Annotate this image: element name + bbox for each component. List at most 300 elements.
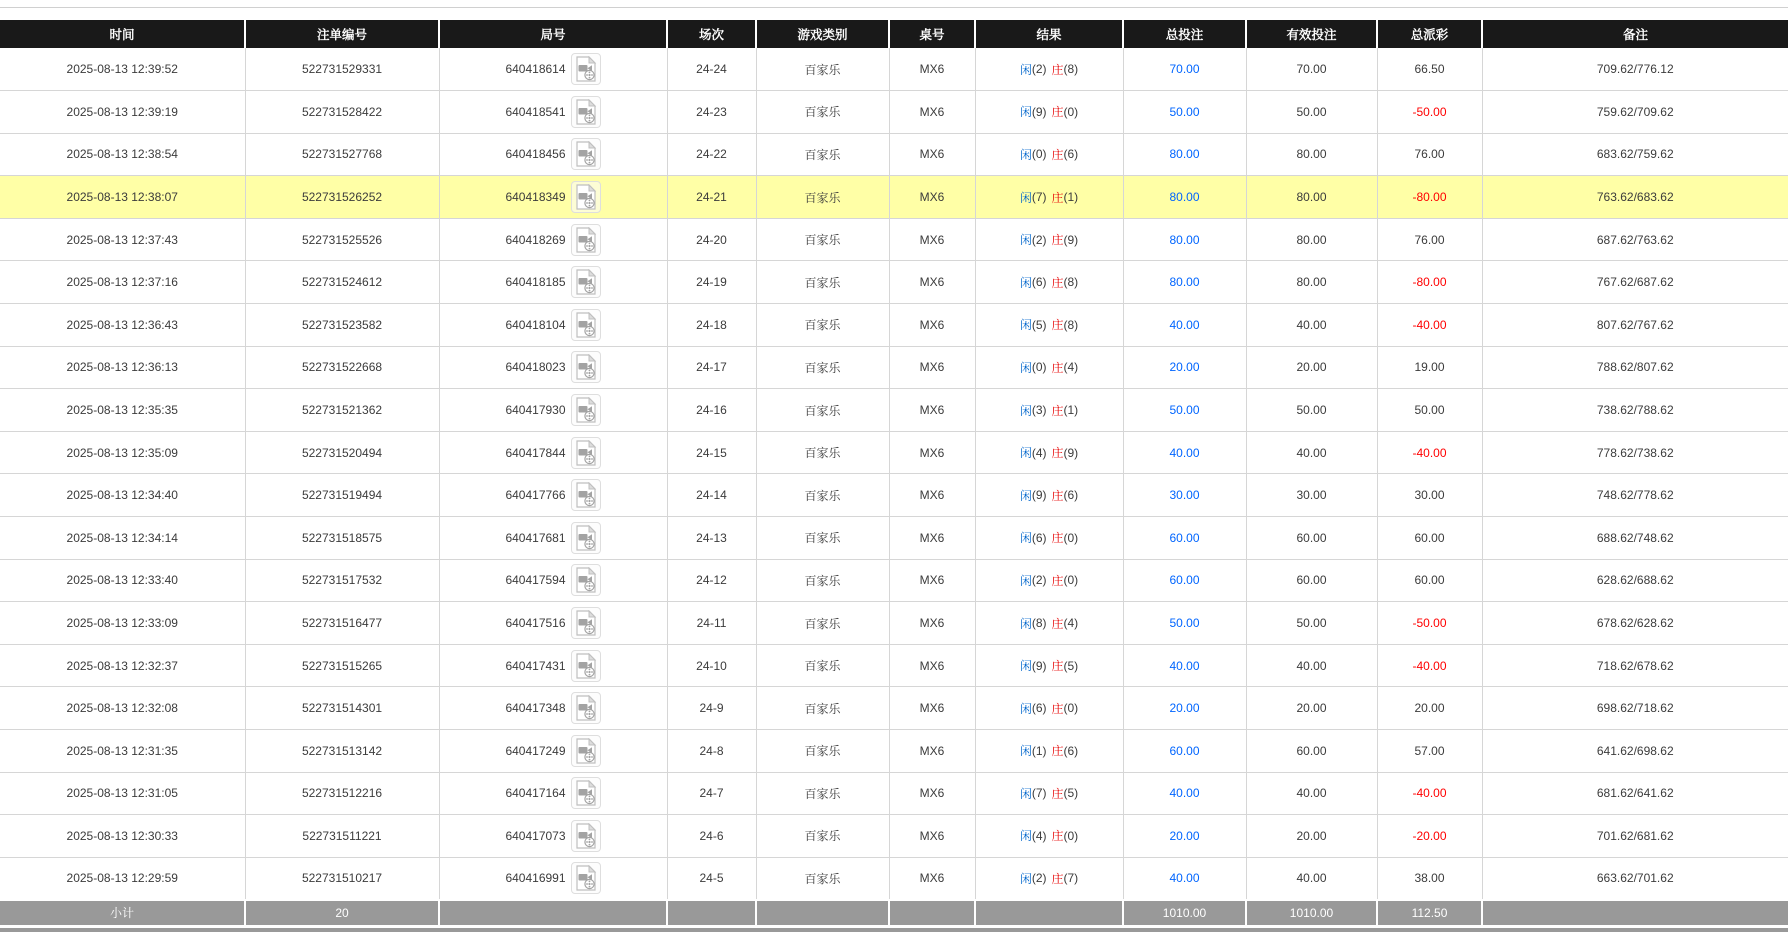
- player-label: 闲: [1019, 871, 1032, 886]
- cell-result: [975, 176, 1123, 219]
- total-bet-link[interactable]: 80.00: [1169, 232, 1200, 247]
- cell-time: 2025-08-13 12:34:40: [0, 474, 245, 517]
- cell-table-no: MX6: [889, 559, 975, 602]
- cell-remark: 683.62/759.62: [1482, 133, 1788, 176]
- cell-remark: 681.62/641.62: [1482, 772, 1788, 815]
- cell-session: 24-15: [667, 431, 756, 474]
- cell-remark: 807.62/767.62: [1482, 304, 1788, 347]
- cell-total-payout: -80.00: [1377, 176, 1482, 219]
- table-row[interactable]: [0, 857, 1788, 900]
- banker-points: (8): [1063, 62, 1079, 77]
- player-points: (7): [1031, 786, 1047, 801]
- video-replay-button[interactable]: [571, 224, 601, 256]
- video-replay-button[interactable]: [571, 479, 601, 511]
- total-bet-link[interactable]: 40.00: [1169, 658, 1200, 673]
- player-label: 闲: [1019, 616, 1032, 631]
- video-replay-button[interactable]: [571, 522, 601, 554]
- banker-label: 庄: [1051, 318, 1064, 333]
- total-bet-link[interactable]: 40.00: [1169, 871, 1200, 886]
- table-row[interactable]: [0, 517, 1788, 560]
- banker-label: 庄: [1051, 786, 1064, 801]
- cell-remark: 628.62/688.62: [1482, 559, 1788, 602]
- total-bet-link[interactable]: 80.00: [1169, 190, 1200, 205]
- cell-round-id: [439, 857, 667, 900]
- cell-time: 2025-08-13 12:39:52: [0, 48, 245, 91]
- cell-table-no: MX6: [889, 48, 975, 91]
- cell-total-payout: -40.00: [1377, 431, 1482, 474]
- round-id-value: 640417930: [505, 403, 566, 418]
- header-row: [0, 20, 1788, 48]
- total-bet-link[interactable]: 40.00: [1169, 317, 1200, 332]
- video-replay-button[interactable]: [571, 394, 601, 426]
- video-replay-button[interactable]: [571, 820, 601, 852]
- player-points: (3): [1031, 403, 1047, 418]
- cell-session: 24-13: [667, 517, 756, 560]
- total-bet-link[interactable]: 50.00: [1169, 616, 1200, 631]
- cell-remark: 641.62/698.62: [1482, 730, 1788, 773]
- cell-round-id: [439, 304, 667, 347]
- cell-total-bet: [1123, 218, 1246, 261]
- col-total-payout: 总派彩: [1377, 20, 1482, 48]
- cell-result: [975, 133, 1123, 176]
- total-bet-link[interactable]: 20.00: [1169, 701, 1200, 716]
- cell-table-no: MX6: [889, 133, 975, 176]
- cell-total-payout: 57.00: [1377, 730, 1482, 773]
- round-id-value: 640416991: [505, 871, 566, 886]
- cell-game-type: 百家乐: [756, 389, 889, 432]
- table-row[interactable]: [0, 559, 1788, 602]
- cell-table-no: MX6: [889, 772, 975, 815]
- player-points: (6): [1031, 701, 1047, 716]
- banker-label: 庄: [1051, 105, 1064, 120]
- video-replay-button[interactable]: [571, 777, 601, 809]
- cell-remark: 687.62/763.62: [1482, 218, 1788, 261]
- cell-valid-bet: 40.00: [1246, 431, 1377, 474]
- player-points: (9): [1031, 488, 1047, 503]
- banker-points: (8): [1063, 275, 1079, 290]
- cell-order-id: 522731522668: [245, 346, 439, 389]
- col-game-type: 游戏类别: [756, 20, 889, 48]
- cell-remark: 763.62/683.62: [1482, 176, 1788, 219]
- banker-label: 庄: [1051, 871, 1064, 886]
- player-label: 闲: [1019, 403, 1032, 418]
- round-id-value: 640417844: [505, 445, 566, 460]
- cell-session: 24-7: [667, 772, 756, 815]
- banker-label: 庄: [1051, 531, 1064, 546]
- subtotal-count: 20: [245, 900, 439, 925]
- table-row[interactable]: [0, 133, 1788, 176]
- cell-remark: 663.62/701.62: [1482, 857, 1788, 900]
- round-id-value: 640418349: [505, 190, 566, 205]
- cell-order-id: 522731521362: [245, 389, 439, 432]
- cell-result: [975, 772, 1123, 815]
- cell-order-id: 522731513142: [245, 730, 439, 773]
- video-replay-icon: [575, 567, 597, 593]
- cell-game-type: 百家乐: [756, 218, 889, 261]
- cell-order-id: 522731528422: [245, 91, 439, 134]
- cell-session: 24-20: [667, 218, 756, 261]
- subtotal-row: [0, 900, 1788, 925]
- table-row[interactable]: [0, 346, 1788, 389]
- cell-order-id: 522731527768: [245, 133, 439, 176]
- player-label: 闲: [1019, 659, 1032, 674]
- cell-total-bet: [1123, 304, 1246, 347]
- video-replay-button[interactable]: [571, 266, 601, 298]
- cell-result: [975, 559, 1123, 602]
- total-bet-link[interactable]: 50.00: [1169, 104, 1200, 119]
- table-row[interactable]: [0, 730, 1788, 773]
- cell-valid-bet: 70.00: [1246, 48, 1377, 91]
- cell-round-id: [439, 474, 667, 517]
- banker-points: (1): [1063, 190, 1079, 205]
- subtotal-empty-round: [439, 900, 667, 925]
- cell-table-no: MX6: [889, 218, 975, 261]
- video-replay-button[interactable]: [571, 607, 601, 639]
- col-time: 时间: [0, 20, 245, 48]
- total-bet-link[interactable]: 60.00: [1169, 530, 1200, 545]
- total-bet-link[interactable]: 40.00: [1169, 786, 1200, 801]
- cell-time: 2025-08-13 12:31:05: [0, 772, 245, 815]
- cell-time: 2025-08-13 12:31:35: [0, 730, 245, 773]
- cell-order-id: 522731526252: [245, 176, 439, 219]
- cell-result: [975, 644, 1123, 687]
- video-replay-icon: [575, 141, 597, 167]
- video-replay-button[interactable]: [571, 181, 601, 213]
- cell-total-bet: [1123, 346, 1246, 389]
- player-points: (4): [1031, 828, 1047, 843]
- cell-total-bet: [1123, 857, 1246, 900]
- video-replay-button[interactable]: [571, 564, 601, 596]
- round-id-value: 640417348: [505, 701, 566, 716]
- round-id-value: 640418614: [505, 62, 566, 77]
- cell-valid-bet: 40.00: [1246, 644, 1377, 687]
- banker-label: 庄: [1051, 190, 1064, 205]
- player-points: (7): [1031, 190, 1047, 205]
- table-row[interactable]: [0, 304, 1788, 347]
- cell-remark: 767.62/687.62: [1482, 261, 1788, 304]
- cell-session: 24-5: [667, 857, 756, 900]
- cell-valid-bet: 40.00: [1246, 304, 1377, 347]
- cell-game-type: 百家乐: [756, 517, 889, 560]
- cell-remark: 688.62/748.62: [1482, 517, 1788, 560]
- table-row[interactable]: [0, 48, 1788, 91]
- cell-session: 24-8: [667, 730, 756, 773]
- banker-points: (6): [1063, 488, 1079, 503]
- table-row[interactable]: [0, 474, 1788, 517]
- subtotal-label: 小计: [0, 900, 245, 925]
- player-label: 闲: [1019, 446, 1032, 461]
- total-bet-link[interactable]: 50.00: [1169, 403, 1200, 418]
- cell-session: 24-19: [667, 261, 756, 304]
- cell-total-bet: [1123, 772, 1246, 815]
- cell-round-id: [439, 133, 667, 176]
- total-row-clipped: [0, 927, 1788, 932]
- cell-time: 2025-08-13 12:29:59: [0, 857, 245, 900]
- cell-table-no: MX6: [889, 815, 975, 858]
- cell-round-id: [439, 261, 667, 304]
- cell-game-type: 百家乐: [756, 815, 889, 858]
- banker-points: (6): [1063, 147, 1079, 162]
- cell-total-payout: -20.00: [1377, 815, 1482, 858]
- cell-order-id: 522731516477: [245, 602, 439, 645]
- table-row[interactable]: [0, 644, 1788, 687]
- player-points: (0): [1031, 360, 1047, 375]
- video-replay-icon: [575, 653, 597, 679]
- col-remark: 备注: [1482, 20, 1788, 48]
- video-replay-button[interactable]: [571, 862, 601, 894]
- banker-label: 庄: [1051, 659, 1064, 674]
- table-row[interactable]: [0, 602, 1788, 645]
- banker-label: 庄: [1051, 360, 1064, 375]
- banker-label: 庄: [1051, 744, 1064, 759]
- cell-order-id: 522731514301: [245, 687, 439, 730]
- cell-time: 2025-08-13 12:35:35: [0, 389, 245, 432]
- top-strip: [0, 0, 1788, 20]
- bet-records-table: [0, 20, 1788, 925]
- player-label: 闲: [1019, 105, 1032, 120]
- video-replay-button[interactable]: [571, 351, 601, 383]
- cell-session: 24-24: [667, 48, 756, 91]
- cell-total-payout: 76.00: [1377, 218, 1482, 261]
- cell-time: 2025-08-13 12:34:14: [0, 517, 245, 560]
- cell-total-bet: [1123, 644, 1246, 687]
- cell-order-id: 522731515265: [245, 644, 439, 687]
- cell-game-type: 百家乐: [756, 644, 889, 687]
- col-valid-bet: 有效投注: [1246, 20, 1377, 48]
- cell-total-payout: 30.00: [1377, 474, 1482, 517]
- video-replay-button[interactable]: [571, 138, 601, 170]
- player-label: 闲: [1019, 360, 1032, 375]
- table-row[interactable]: [0, 261, 1788, 304]
- cell-valid-bet: 50.00: [1246, 602, 1377, 645]
- cell-table-no: MX6: [889, 602, 975, 645]
- cell-session: 24-23: [667, 91, 756, 134]
- subtotal-empty-table: [889, 900, 975, 925]
- video-replay-button[interactable]: [571, 692, 601, 724]
- cell-time: 2025-08-13 12:35:09: [0, 431, 245, 474]
- cell-round-id: [439, 644, 667, 687]
- banker-label: 庄: [1051, 829, 1064, 844]
- col-round-id: 局号: [439, 20, 667, 48]
- cell-time: 2025-08-13 12:33:09: [0, 602, 245, 645]
- video-replay-icon: [575, 823, 597, 849]
- round-id-value: 640417431: [505, 658, 566, 673]
- video-replay-icon: [575, 184, 597, 210]
- cell-game-type: 百家乐: [756, 431, 889, 474]
- cell-session: 24-9: [667, 687, 756, 730]
- total-bet-link[interactable]: 40.00: [1169, 445, 1200, 460]
- cell-round-id: [439, 559, 667, 602]
- cell-total-bet: [1123, 559, 1246, 602]
- cell-session: 24-14: [667, 474, 756, 517]
- cell-game-type: 百家乐: [756, 602, 889, 645]
- table-row[interactable]: [0, 218, 1788, 261]
- player-label: 闲: [1019, 701, 1032, 716]
- cell-game-type: 百家乐: [756, 474, 889, 517]
- player-points: (2): [1031, 871, 1047, 886]
- table-body: [0, 48, 1788, 900]
- round-id-value: 640418269: [505, 232, 566, 247]
- video-replay-icon: [575, 312, 597, 338]
- cell-total-bet: [1123, 431, 1246, 474]
- table-row[interactable]: [0, 815, 1788, 858]
- cell-round-id: [439, 517, 667, 560]
- cell-valid-bet: 60.00: [1246, 559, 1377, 602]
- cell-table-no: MX6: [889, 474, 975, 517]
- banker-points: (0): [1063, 828, 1079, 843]
- video-replay-button[interactable]: [571, 309, 601, 341]
- cell-valid-bet: 20.00: [1246, 346, 1377, 389]
- cell-result: [975, 815, 1123, 858]
- banker-label: 庄: [1051, 62, 1064, 77]
- subtotal-empty-game: [756, 900, 889, 925]
- video-replay-button[interactable]: [571, 96, 601, 128]
- subtotal-valid-bet: 1010.00: [1246, 900, 1377, 925]
- total-bet-link[interactable]: 20.00: [1169, 828, 1200, 843]
- video-replay-button[interactable]: [571, 735, 601, 767]
- player-points: (4): [1031, 445, 1047, 460]
- banker-label: 庄: [1051, 573, 1064, 588]
- total-bet-link[interactable]: 30.00: [1169, 488, 1200, 503]
- cell-total-payout: 76.00: [1377, 133, 1482, 176]
- cell-game-type: 百家乐: [756, 857, 889, 900]
- total-bet-link[interactable]: 80.00: [1169, 147, 1200, 162]
- cell-total-bet: [1123, 474, 1246, 517]
- video-replay-button[interactable]: [571, 437, 601, 469]
- table-footer: [0, 900, 1788, 925]
- cell-valid-bet: 40.00: [1246, 772, 1377, 815]
- cell-total-payout: 38.00: [1377, 857, 1482, 900]
- cell-valid-bet: 80.00: [1246, 133, 1377, 176]
- cell-total-payout: -40.00: [1377, 644, 1482, 687]
- cell-valid-bet: 50.00: [1246, 389, 1377, 432]
- cell-table-no: MX6: [889, 346, 975, 389]
- subtotal-empty-remark: [1482, 900, 1788, 925]
- cell-valid-bet: 30.00: [1246, 474, 1377, 517]
- cell-total-payout: 66.50: [1377, 48, 1482, 91]
- cell-total-bet: [1123, 517, 1246, 560]
- cell-result: [975, 218, 1123, 261]
- cell-round-id: [439, 176, 667, 219]
- cell-table-no: MX6: [889, 644, 975, 687]
- cell-total-bet: [1123, 176, 1246, 219]
- cell-game-type: 百家乐: [756, 176, 889, 219]
- total-bet-link[interactable]: 60.00: [1169, 573, 1200, 588]
- total-bet-link[interactable]: 80.00: [1169, 275, 1200, 290]
- video-replay-icon: [575, 865, 597, 891]
- player-points: (2): [1031, 62, 1047, 77]
- cell-session: 24-12: [667, 559, 756, 602]
- cell-game-type: 百家乐: [756, 730, 889, 773]
- cell-round-id: [439, 431, 667, 474]
- player-points: (6): [1031, 530, 1047, 545]
- cell-result: [975, 91, 1123, 134]
- video-replay-icon: [575, 227, 597, 253]
- cell-round-id: [439, 218, 667, 261]
- cell-table-no: MX6: [889, 176, 975, 219]
- cell-result: [975, 431, 1123, 474]
- table-row[interactable]: [0, 389, 1788, 432]
- cell-table-no: MX6: [889, 261, 975, 304]
- col-result: 结果: [975, 20, 1123, 48]
- total-bet-link[interactable]: 70.00: [1169, 62, 1200, 77]
- cell-result: [975, 304, 1123, 347]
- cell-total-payout: -80.00: [1377, 261, 1482, 304]
- cell-order-id: 522731524612: [245, 261, 439, 304]
- banker-label: 庄: [1051, 233, 1064, 248]
- player-points: (6): [1031, 275, 1047, 290]
- cell-round-id: [439, 602, 667, 645]
- col-session: 场次: [667, 20, 756, 48]
- video-replay-icon: [575, 354, 597, 380]
- player-points: (2): [1031, 232, 1047, 247]
- top-divider-line: [0, 7, 1788, 8]
- cell-time: 2025-08-13 12:32:08: [0, 687, 245, 730]
- cell-time: 2025-08-13 12:30:33: [0, 815, 245, 858]
- table-row[interactable]: [0, 176, 1788, 219]
- round-id-value: 640417516: [505, 616, 566, 631]
- player-label: 闲: [1019, 744, 1032, 759]
- cell-remark: 701.62/681.62: [1482, 815, 1788, 858]
- cell-table-no: MX6: [889, 730, 975, 773]
- cell-result: [975, 730, 1123, 773]
- cell-result: [975, 602, 1123, 645]
- cell-order-id: 522731517532: [245, 559, 439, 602]
- banker-points: (7): [1063, 871, 1079, 886]
- banker-points: (8): [1063, 317, 1079, 332]
- cell-session: 24-16: [667, 389, 756, 432]
- cell-session: 24-18: [667, 304, 756, 347]
- table-row[interactable]: [0, 91, 1788, 134]
- cell-result: [975, 346, 1123, 389]
- video-replay-icon: [575, 695, 597, 721]
- video-replay-button[interactable]: [571, 650, 601, 682]
- table-row[interactable]: [0, 431, 1788, 474]
- cell-time: 2025-08-13 12:38:54: [0, 133, 245, 176]
- cell-valid-bet: 80.00: [1246, 261, 1377, 304]
- cell-remark: 738.62/788.62: [1482, 389, 1788, 432]
- table-row[interactable]: [0, 687, 1788, 730]
- cell-round-id: [439, 772, 667, 815]
- cell-round-id: [439, 91, 667, 134]
- player-label: 闲: [1019, 829, 1032, 844]
- cell-table-no: MX6: [889, 431, 975, 474]
- cell-game-type: 百家乐: [756, 91, 889, 134]
- cell-total-payout: -50.00: [1377, 91, 1482, 134]
- round-id-value: 640417249: [505, 743, 566, 758]
- total-bet-link[interactable]: 20.00: [1169, 360, 1200, 375]
- cell-time: 2025-08-13 12:33:40: [0, 559, 245, 602]
- banker-label: 庄: [1051, 701, 1064, 716]
- cell-session: 24-17: [667, 346, 756, 389]
- cell-total-bet: [1123, 91, 1246, 134]
- banker-points: (0): [1063, 701, 1079, 716]
- player-points: (9): [1031, 658, 1047, 673]
- cell-total-payout: 50.00: [1377, 389, 1482, 432]
- cell-round-id: [439, 346, 667, 389]
- cell-session: 24-10: [667, 644, 756, 687]
- cell-table-no: MX6: [889, 687, 975, 730]
- cell-result: [975, 857, 1123, 900]
- cell-result: [975, 687, 1123, 730]
- cell-round-id: [439, 48, 667, 91]
- total-bet-link[interactable]: 60.00: [1169, 743, 1200, 758]
- cell-valid-bet: 20.00: [1246, 815, 1377, 858]
- cell-table-no: MX6: [889, 304, 975, 347]
- cell-result: [975, 474, 1123, 517]
- table-row[interactable]: [0, 772, 1788, 815]
- video-replay-button[interactable]: [571, 53, 601, 85]
